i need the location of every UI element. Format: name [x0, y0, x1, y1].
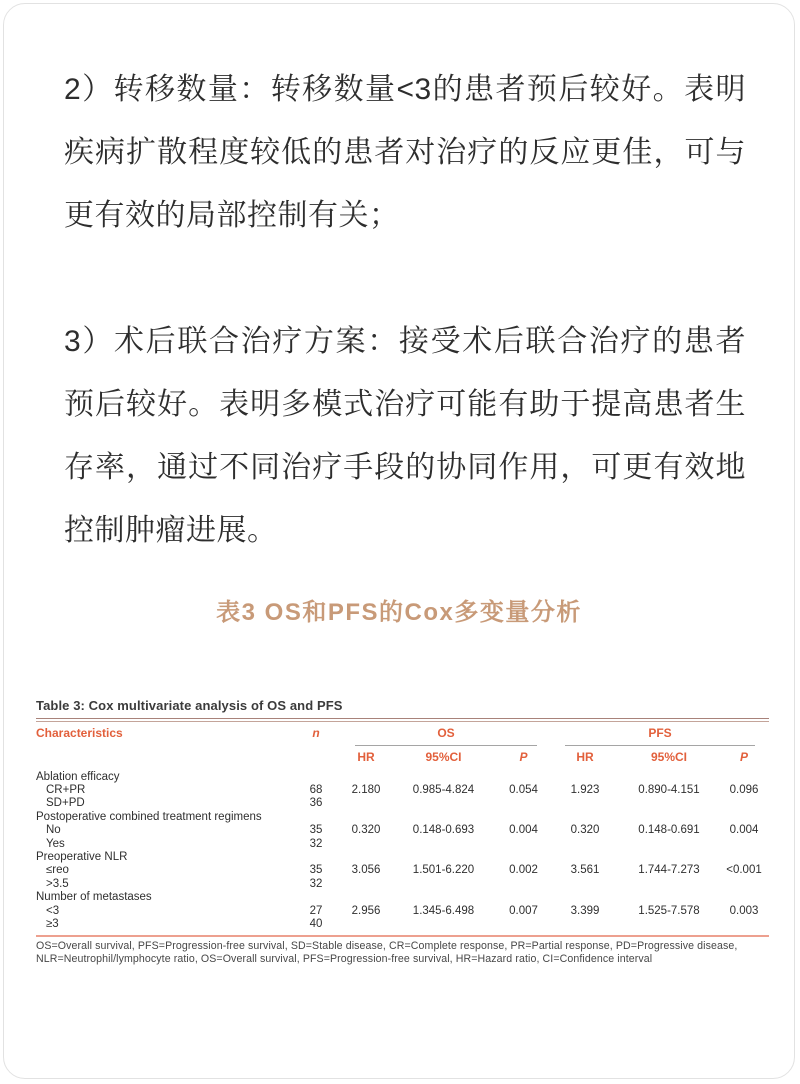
table-bottom-rule: [36, 935, 769, 937]
row-value: 0.003: [729, 904, 759, 917]
row-value: 0.002: [509, 864, 538, 877]
row-value: 0.004: [509, 824, 538, 837]
table-caption-chinese: 表3 OS和PFS的Cox多变量分析: [216, 599, 582, 626]
column-header-pfs-hr: HR: [576, 750, 594, 764]
row-label: SD+PD: [46, 797, 85, 810]
table-header-subcolumns: [36, 750, 769, 764]
column-header-os-p: P: [519, 750, 528, 764]
article-page: [3, 3, 795, 1079]
table-header-groups: [36, 726, 769, 746]
column-group-os: OS: [355, 726, 537, 746]
row-value: 0.985-4.824: [412, 784, 475, 797]
row-value: 0.890-4.151: [638, 784, 700, 797]
row-value: 68: [309, 784, 323, 797]
table-row: [36, 783, 769, 796]
table-row: [36, 877, 769, 890]
table-row: [36, 891, 769, 904]
row-value: 2.956: [351, 904, 381, 917]
table-top-rule: [36, 718, 769, 722]
row-value: 35: [309, 824, 323, 837]
row-value: <0.001: [726, 864, 762, 877]
row-value: 0.320: [351, 824, 381, 837]
row-value: 0.148-0.691: [638, 824, 700, 837]
row-value: 36: [309, 797, 323, 810]
row-value: 0.096: [729, 784, 759, 797]
table-row: [36, 824, 769, 837]
row-value: 1.345-6.498: [412, 904, 475, 917]
table-footnote-line-2: NLR=Neutrophil/lymphocyte ratio, OS=Overall survival, PFS=Progression-free survival, HR=Hazard ratio, CI=Confidence interval: [36, 953, 653, 966]
cox-analysis-table: [36, 698, 769, 967]
row-value: 3.399: [570, 904, 600, 917]
table-row: [36, 810, 769, 823]
table-row: [36, 917, 769, 930]
row-label: Ablation efficacy: [36, 770, 120, 783]
table-footnote-line-1: OS=Overall survival, PFS=Progression-free survival, SD=Stable disease, CR=Complete response, PR=Partial response, PD=Progressive disease,: [36, 939, 738, 952]
row-value: 0.004: [729, 824, 759, 837]
row-value: 32: [309, 877, 323, 890]
table-title: Table 3: Cox multivariate analysis of OS and PFS: [36, 698, 343, 713]
row-value: 1.744-7.273: [638, 864, 700, 877]
column-group-pfs: PFS: [565, 726, 755, 746]
table-body: [36, 770, 769, 931]
column-header-characteristics: Characteristics: [36, 726, 123, 740]
table-row: [36, 797, 769, 810]
row-label: Preoperative NLR: [36, 851, 128, 864]
paragraph-postop-treatment: 3）术后联合治疗方案：接受术后联合治疗的患者预后较好。表明多模式治疗可能有助于提高患者生存率，通过不同治疗手段的协同作用，可更有效地控制肿瘤进展。: [64, 325, 746, 547]
table-row: [36, 850, 769, 863]
table-row: [36, 770, 769, 783]
paragraph-metastasis-count: 2）转移数量：转移数量<3的患者预后较好。表明疾病扩散程度较低的患者对治疗的反应更佳，可与更有效的局部控制有关；: [64, 73, 746, 232]
row-value: 2.180: [351, 784, 381, 797]
row-label: CR+PR: [46, 784, 86, 797]
row-label: Postoperative combined treatment regimens: [36, 810, 262, 823]
row-label: >3.5: [46, 877, 69, 890]
row-label: No: [46, 824, 61, 837]
row-value: 32: [309, 837, 323, 850]
row-value: 1.923: [570, 784, 600, 797]
table-row: [36, 837, 769, 850]
row-label: ≥3: [46, 917, 59, 930]
table-row: [36, 904, 769, 917]
row-value: 1.501-6.220: [412, 864, 475, 877]
row-value: 35: [309, 864, 323, 877]
row-label: Number of metastases: [36, 891, 152, 904]
row-value: 27: [309, 904, 323, 917]
column-header-n: n: [312, 726, 320, 740]
table-row: [36, 864, 769, 877]
row-label: Yes: [46, 837, 65, 850]
row-value: 40: [309, 917, 323, 930]
column-header-os-ci: 95%CI: [425, 750, 462, 764]
column-header-pfs-ci: 95%CI: [650, 750, 688, 764]
row-value: 3.561: [570, 864, 600, 877]
column-header-os-hr: HR: [357, 750, 375, 764]
row-value: 3.056: [351, 864, 381, 877]
row-label: ≤reo: [46, 864, 69, 877]
row-value: 0.148-0.693: [412, 824, 475, 837]
row-value: 0.320: [570, 824, 600, 837]
column-header-pfs-p: P: [739, 750, 748, 764]
row-value: 0.007: [509, 904, 538, 917]
row-value: 0.054: [509, 784, 538, 797]
row-value: 1.525-7.578: [638, 904, 700, 917]
row-label: <3: [46, 904, 60, 917]
